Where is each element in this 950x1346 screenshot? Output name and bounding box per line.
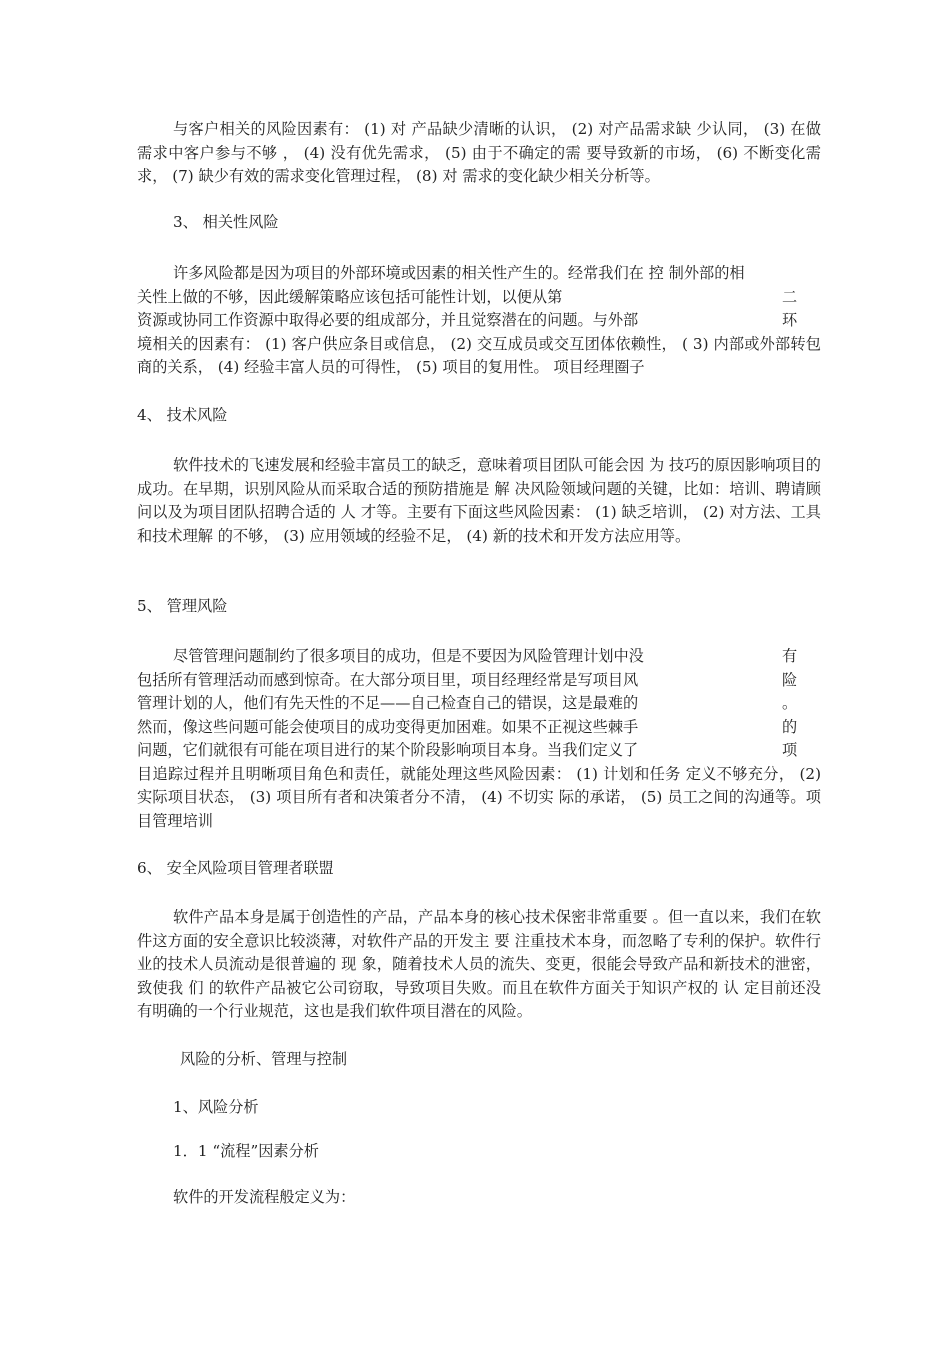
line-text: 关性上做的不够，因此缓解策略应该包括可能性计划，以便从第	[137, 287, 563, 306]
heading-dependency-risk: 3、 相关性风险	[173, 213, 279, 231]
line-text: 然而，像这些问题可能会使项目的成功变得更加困难。如果不正视这些棘手	[137, 717, 639, 736]
paragraph-dependency-risk	[137, 262, 821, 380]
line-text: 包括所有管理活动而感到惊奇。在大部分项目里，项目经理经常是写项目风	[137, 670, 639, 689]
paragraph-security-risk: 软件产品本身是属于创造性的产品，产品本身的核心技术保密非常重要 。但一直以来，我们在软件这方面的安全意识比较淡薄，对软件产品的开发主 要 注重技术本身，而忽略了专利的保护。软件行业的技术人员流动是很普遍的 现 象，随着技术人员的流失、变更，很能会导致产品和新技术的泄密，致使我 们 的软件产品被它公司窃取，导致项目失败。而且在软件方面关于知识产权的 认 定目前还没有明确的一个行业规范，这也是我们软件项目潜在的风险。	[137, 908, 821, 1020]
paragraph-technical-risk: 软件技术的飞速发展和经验丰富员工的缺乏，意味着项目团队可能会因 为 技巧的原因影响项目的成功。在早期，识别风险从而采取合适的预防措施是 解 决风险领域问题的关键，比如：培训、聘请顾问以及为项目团队招聘合适的 人 才等。主要有下面这些风险因素： (1) 缺乏培训， (2) 对方法、工具和技术理解 的不够， (3) 应用领域的经验不足， (4) 新的技术和开发方法应用等。	[137, 456, 821, 545]
paragraph-line	[137, 716, 821, 740]
heading-security-risk: 6、 安全风险项目管理者联盟	[137, 859, 334, 877]
line-text: 许多风险都是因为项目的外部环境或因素的相关性产生的。经常我们在 控 制外部的相	[173, 264, 745, 282]
heading-risk-analysis: 1、风险分析	[173, 1098, 259, 1116]
line-text: 管理计划的人，他们有先天性的不足——自己检查自己的错误，这是最难的	[137, 694, 639, 712]
paragraph-rest: 目追踪过程并且明晰项目角色和责任，就能处理这些风险因素： (1) 计划和任务 定义不够充分， (2) 实际项目状态， (3) 项目所有者和决策者分不清， (4) 不切实 际的承诺， (5) 员工之间的沟通等。项 目管理培训	[137, 764, 821, 830]
paragraph-management-risk	[137, 645, 821, 833]
heading-risk-analysis-management: 风险的分析、管理与控制	[180, 1050, 348, 1068]
paragraph-line	[137, 669, 821, 693]
line-text: 问题，它们就很有可能在项目进行的某个阶段影响项目本身。当我们定义了	[137, 741, 639, 759]
line-end-char: 有	[782, 647, 798, 665]
paragraph-line	[137, 309, 821, 333]
heading-technical-risk: 4、 技术风险	[137, 406, 228, 424]
line-end-char: 。	[782, 694, 798, 712]
line-end-char: 险	[782, 670, 798, 689]
paragraph-line	[137, 286, 821, 310]
paragraph-line	[137, 262, 821, 286]
paragraph-line	[137, 692, 821, 716]
line-end-char: 的	[782, 717, 798, 736]
paragraph-line	[137, 645, 821, 669]
paragraph-rest: 境相关的因素有： (1) 客户供应条目或信息， (2) 交互成员或交互团体依赖性， ( 3) 内部或外部转包商的关系， (4) 经验丰富人员的可得性， (5) 项目的复用性。 项目经理圈子	[137, 334, 821, 376]
paragraph-customer-risk: 与客户相关的风险因素有： (1) 对 产品缺少清晰的认识， (2) 对产品需求缺 少认同， (3) 在做需求中客户参与不够 ， (4) 没有优先需求， (5) 由于不确定的需 要导致新的市场， (6) 不断变化需求， (7) 缺少有效的需求变化管理过程， (8) 对 需求的变化缺少相关分析等。	[137, 120, 821, 185]
paragraph-line	[137, 739, 821, 763]
line-text: 资源或协同工作资源中取得必要的组成部分，并且觉察潜在的问题。与外部	[137, 311, 639, 329]
heading-process-factor-analysis: 1．1 “流程”因素分析	[173, 1142, 319, 1160]
line-end-char: 环	[782, 311, 798, 329]
heading-management-risk: 5、 管理风险	[137, 597, 228, 615]
line-end-char: 项	[782, 741, 798, 759]
line-end-char: 二	[782, 287, 798, 306]
line-text: 尽管管理问题制约了很多项目的成功，但是不要因为风险管理计划中没	[173, 647, 644, 665]
paragraph-process-definition: 软件的开发流程般定义为：	[173, 1188, 356, 1206]
